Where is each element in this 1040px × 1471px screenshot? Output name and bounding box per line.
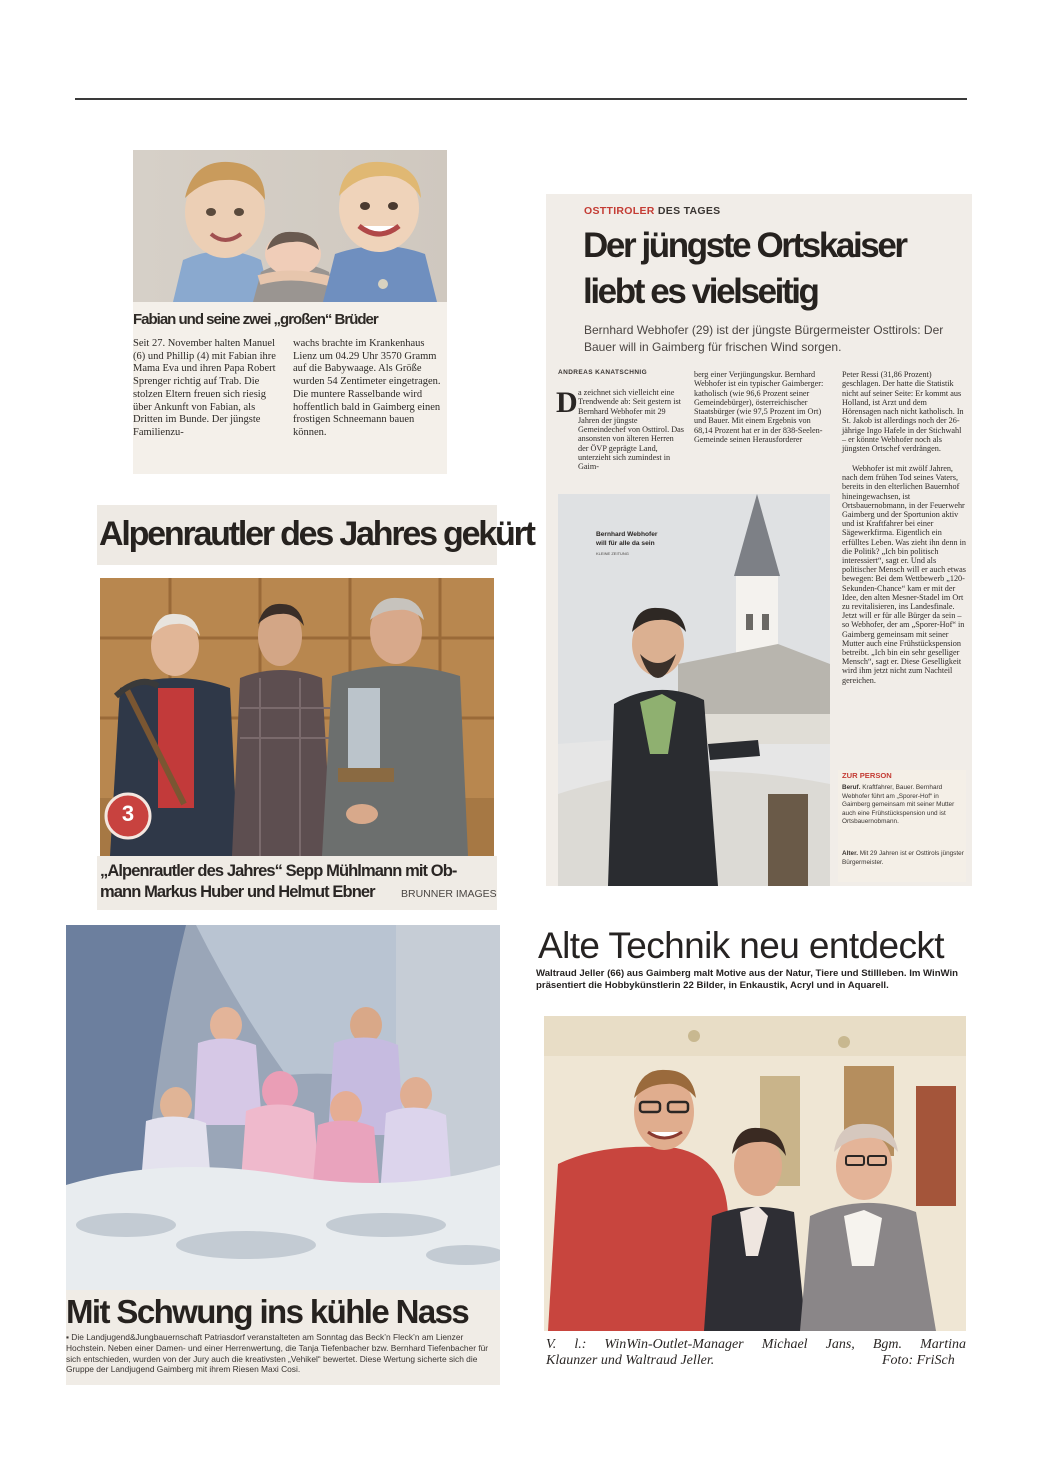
alpen-number-badge: 3 (121, 801, 135, 826)
clipping-ortskaiser (546, 194, 972, 886)
alpen-caption-line-1: „Alpenrautler des Jahres“ Sepp Mühlmann mit Ob- (100, 862, 457, 880)
clipping-schwung (66, 925, 500, 1385)
fabian-column-2: wachs brachte im Krankenhaus Lienz um 04.29 Uhr 3570 Gramm auf die Babywaage. Als Größe wurden 54 Zentimeter eingetragen. Die muntere Rasselbande wird hoffentlich bald in Gaimberg einen frostigen Schneemann bauen können. (293, 338, 441, 438)
photo-webhofer (558, 494, 830, 886)
schwung-headline: Mit Schwung ins kühle Nass (66, 1293, 469, 1330)
person-box (838, 770, 966, 882)
technik-photo-credit: Foto: FriSch (882, 1353, 955, 1368)
fabian-headline: Fabian und seine zwei „großen“ Brüder (133, 311, 378, 328)
person-title: ZUR PERSON (842, 771, 892, 780)
ortskaiser-headline-2: liebt es vielseitig (583, 272, 818, 311)
person-alter-text: Mit 29 Jahren ist er Osttirols jüngster Bürgermeister. (842, 850, 964, 866)
photo-caption-2: will für alle da sein (596, 540, 655, 547)
ortskaiser-column-1: a zeichnet sich vielleicht eine Trendwende ab: Seit gestern ist Bernhard Webhofer mit 29 Jahren der jüngste Gemeindechef von Osttirol. Das ansonsten von älteren Herren der ÖVP geprägte Land, unterzieht sich zumindest in Gaim- (578, 388, 684, 472)
fabian-column-1: Seit 27. November halten Manuel (6) und Phillip (4) mit Fabian ihre Mama Eva und ihren Papa Robert Sprenger richtig auf Trab. Die stolzen Eltern freuen sich riesig über Ankunft von Fabian, als Dritten im Bunde. Der jüngste Familienzu- (133, 338, 276, 438)
clipping-fabian (133, 150, 447, 474)
ortskaiser-column-3b: Webhofer ist mit zwölf Jahren, nach dem frühen Tod seines Vaters, bereits in den elterlichen Bauernhof hineingewachsen, ist Ortsbauernobmann, in der Feuerwehr Gaimberg und der Sportunion aktiv und ist Kraftfahrer bei einer Sägewerkfirma. Eigentlich ein erfülltes Leben. Was zieht ihn denn in die Politik? „Ich bin politisch interessiert“, sagt er. Und als politischer Mensch will er auch etwas bewegen: Bei dem Wettbewerb „120-Sekunden-Chance“ kam er mit der Idee, den alten Mesner-Stadel im Ort zu revitalisieren, ins Landesfinale. Jetzt will er für alle Bürger da sein – so Webhofer, der am „Sporer-Hof“ in Gaimberg gemeinsam mit seiner Mutter auch eine Frühstückspension betreibt. „Ich bin ein sehr geselliger Mensch“, sagt er. Diese Geselligkeit wird ihm jetzt nicht zum Nachteil gereichen. (842, 464, 967, 685)
alpen-photo-credit: BRUNNER IMAGES (401, 888, 497, 900)
technik-caption-line-2: Klaunzer und Waltraud Jeller. (546, 1353, 715, 1368)
photo-technik (544, 1016, 966, 1331)
person-alter-label: Alter. (842, 850, 858, 857)
person-beruf-label: Beruf. (842, 784, 861, 791)
photo-schwung (66, 925, 500, 1290)
photo-caption-1: Bernhard Webhofer (596, 531, 658, 538)
clipping-technik (536, 925, 978, 1375)
ortskaiser-author: ANDREAS KANATSCHNIG (558, 369, 648, 376)
kicker-dark: DES TAGES (657, 205, 721, 217)
alpen-caption-line-2: mann Markus Huber und Helmut Ebner (100, 883, 375, 901)
ortskaiser-column-2: berg einer Verjüngungskur. Bernhard Webhofer ist ein typischer Gaimberger: katholisch (wie 96,6 Prozent seiner Gemeindebürger), österreichischer Staatsbürger (wie 97,5 Prozent im Ort) und Bauer. Mit einem Ergebnis von 68,14 Prozent hat er in der 838-Seelen-Gemeinde seinen Herausforderer (694, 370, 824, 445)
ortskaiser-headline-1: Der jüngste Ortskaiser (583, 226, 906, 265)
ortskaiser-deck: Bernhard Webhofer (29) ist der jüngste Bürgermeister Osttirols: Der Bauer will in Gaimberg für frischen Wind sorgen. (584, 323, 944, 354)
photo-three-brothers (133, 150, 447, 302)
schwung-body: ▪ Die Landjugend&Jungbauernschaft Patriasdorf veranstalteten am Sonntag das Beck’n Fleck’n am Lienzer Hochstein. Neben einer Damen- und einer Herrenwertung, die Tanja Tiefenbacher bzw. Bernhard Tiefenbacher für sich entschieden, wurden von der Jury auch die kreativsten „Vehikel“ bewertet. Diese Wertung sicherte sich die Gruppe der Landjugend Gaimberg mit ihrem Riesen Maxi Cosi. (66, 1332, 489, 1375)
technik-deck: Waltraud Jeller (66) aus Gaimberg malt Motive aus der Natur, Tiere und Stillleben. Im WinWin präsentiert die Hobbykünstlerin 22 Bilder, in Enkaustik, Acryl und in Aquarell. (536, 968, 959, 991)
technik-headline: Alte Technik neu entdeckt (538, 925, 944, 966)
person-beruf (842, 784, 964, 827)
dropcap: D (556, 386, 578, 419)
alpen-caption-bar (97, 856, 497, 910)
person-beruf-text: Kraftfahrer, Bauer. Bernhard Webhofer führt am „Sporer-Hof“ in Gaimberg gemeinsam mit seiner Mutter auch eine Frühstückspension und ist Ortsbauernobmann. (842, 784, 955, 826)
alpen-headline: Alpenrautler des Jahres gekürt (99, 515, 534, 553)
top-rule (75, 98, 967, 100)
photo-credit: KLEINE ZEITUNG (596, 551, 629, 556)
clipping-alpenrautler (97, 505, 534, 910)
person-alter (842, 850, 964, 867)
technik-caption-line-1: V. l.: WinWin-Outlet-Manager Michael Jans, Bgm. Martina (546, 1337, 966, 1352)
ortskaiser-kicker (584, 205, 721, 217)
ortskaiser-column-3: Peter Ressi (31,86 Prozent) geschlagen. Der hatte die Statistik nicht auf seiner Seite: Er kommt aus Holland, ist Arzt und dem Hörensagen nach nicht katholisch. In St. Jakob ist allerdings noch der 26-jährige Ingo Hafele in der Stichwahl – er könnte Webhofer noch als jüngsten Ortschef verdrängen. (842, 370, 964, 454)
alpen-headline-bar (97, 505, 534, 565)
kicker-red: OSTTIROLER (584, 205, 655, 217)
photo-alpenrautler (100, 578, 494, 856)
